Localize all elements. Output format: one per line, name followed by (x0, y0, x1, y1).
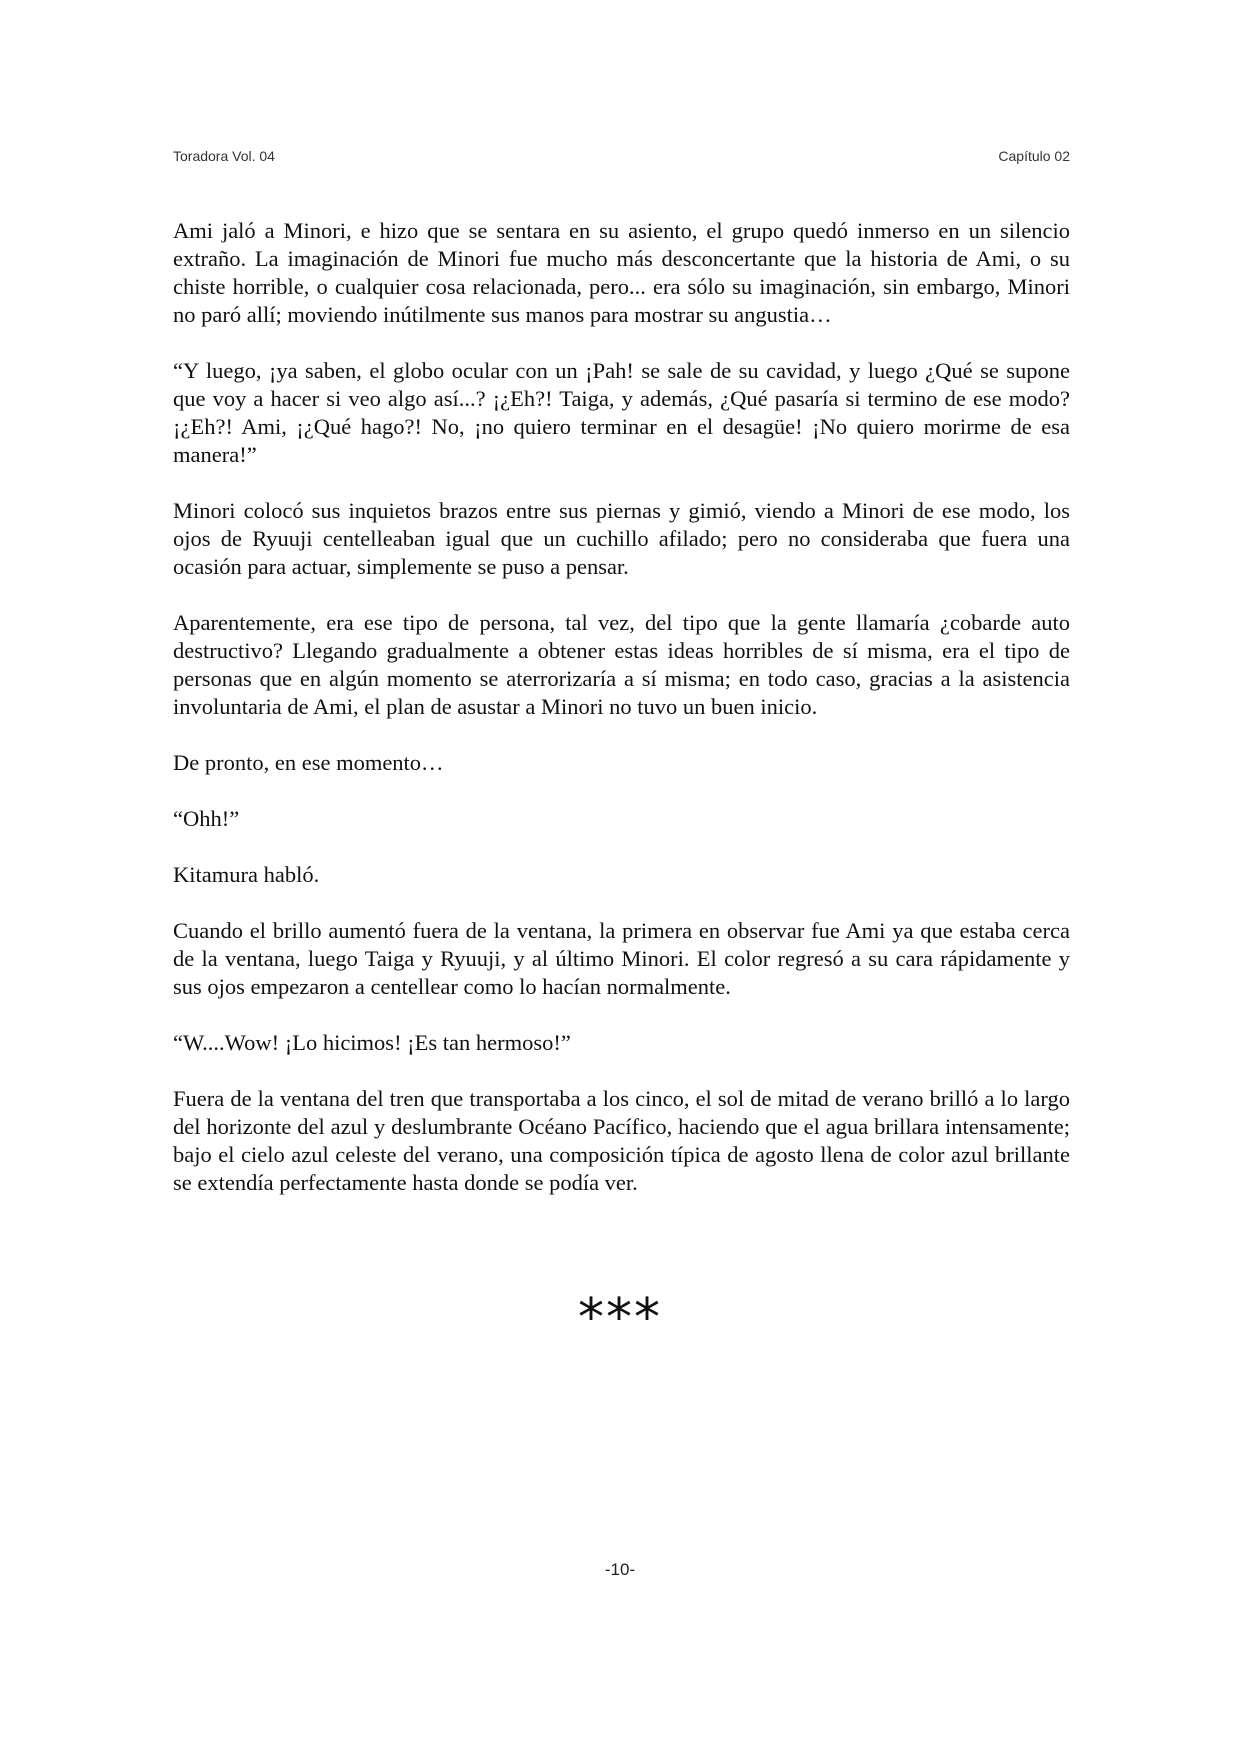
paragraph: Aparentemente, era ese tipo de persona, tal vez, del tipo que la gente llamaría ¿cobarde auto destructivo? Llegando gradualmente a obtener estas ideas horribles de sí misma, era el tipo de personas que en algún momento se aterrorizaría a sí misma; en todo caso, gracias a la asistencia involuntaria de Ami, el plan de asustar a Minori no tuvo un buen inicio. (173, 610, 1070, 719)
paragraph: “W....Wow! ¡Lo hicimos! ¡Es tan hermoso!” (173, 1030, 571, 1055)
paragraph: Cuando el brillo aumentó fuera de la ventana, la primera en observar fue Ami ya que estaba cerca de la ventana, luego Taiga y Ryuuji, y al último Minori. El color regresó a su cara rápidamente y sus ojos empezaron a centellear como lo hacían normalmente. (173, 918, 1070, 999)
paragraph: “Y luego, ¡ya saben, el globo ocular con un ¡Pah! se sale de su cavidad, y luego ¿Qué se supone que voy a hacer si veo algo así...? ¡¿Eh?! Taiga, y además, ¿Qué pasaría si termino de ese modo? ¡¿Eh?! Ami, ¡¿Qué hago?! No, ¡no quiero terminar en el desagüe! ¡No quiero morirme de esa manera!” (173, 358, 1070, 467)
paragraph: “Ohh!” (173, 806, 240, 831)
running-header (173, 148, 1070, 164)
page-number: -10- (604, 1560, 636, 1579)
paragraph: Fuera de la ventana del tren que transportaba a los cinco, el sol de mitad de verano brilló a lo largo del horizonte del azul y deslumbrante Océano Pacífico, haciendo que el agua brillara intensamente; bajo el cielo azul celeste del verano, una composición típica de agosto llena de color azul brillante se extendía perfectamente hasta donde se podía ver. (173, 1086, 1070, 1195)
header-chapter-title: Capítulo 02 (998, 148, 1070, 164)
paragraph: Minori colocó sus inquietos brazos entre sus piernas y gimió, viendo a Minori de ese modo, los ojos de Ryuuji centelleaban igual que un cuchillo afilado; pero no consideraba que fuera una ocasión para actuar, simplemente se puso a pensar. (173, 498, 1070, 579)
paragraph: De pronto, en ese momento… (173, 750, 444, 775)
paragraph: Ami jaló a Minori, e hizo que se sentara en su asiento, el grupo quedó inmerso en un silencio extraño. La imaginación de Minori fue mucho más desconcertante que la historia de Ami, o su chiste horrible, o cualquier cosa relacionada, pero... era sólo su imaginación, sin embargo, Minori no paró allí; moviendo inútilmente sus manos para mostrar su angustia… (173, 218, 1070, 327)
body-text (173, 217, 1070, 1225)
scene-break: *** (578, 1288, 662, 1348)
paragraph: Kitamura habló. (173, 862, 320, 887)
header-book-title: Toradora Vol. 04 (173, 148, 275, 164)
